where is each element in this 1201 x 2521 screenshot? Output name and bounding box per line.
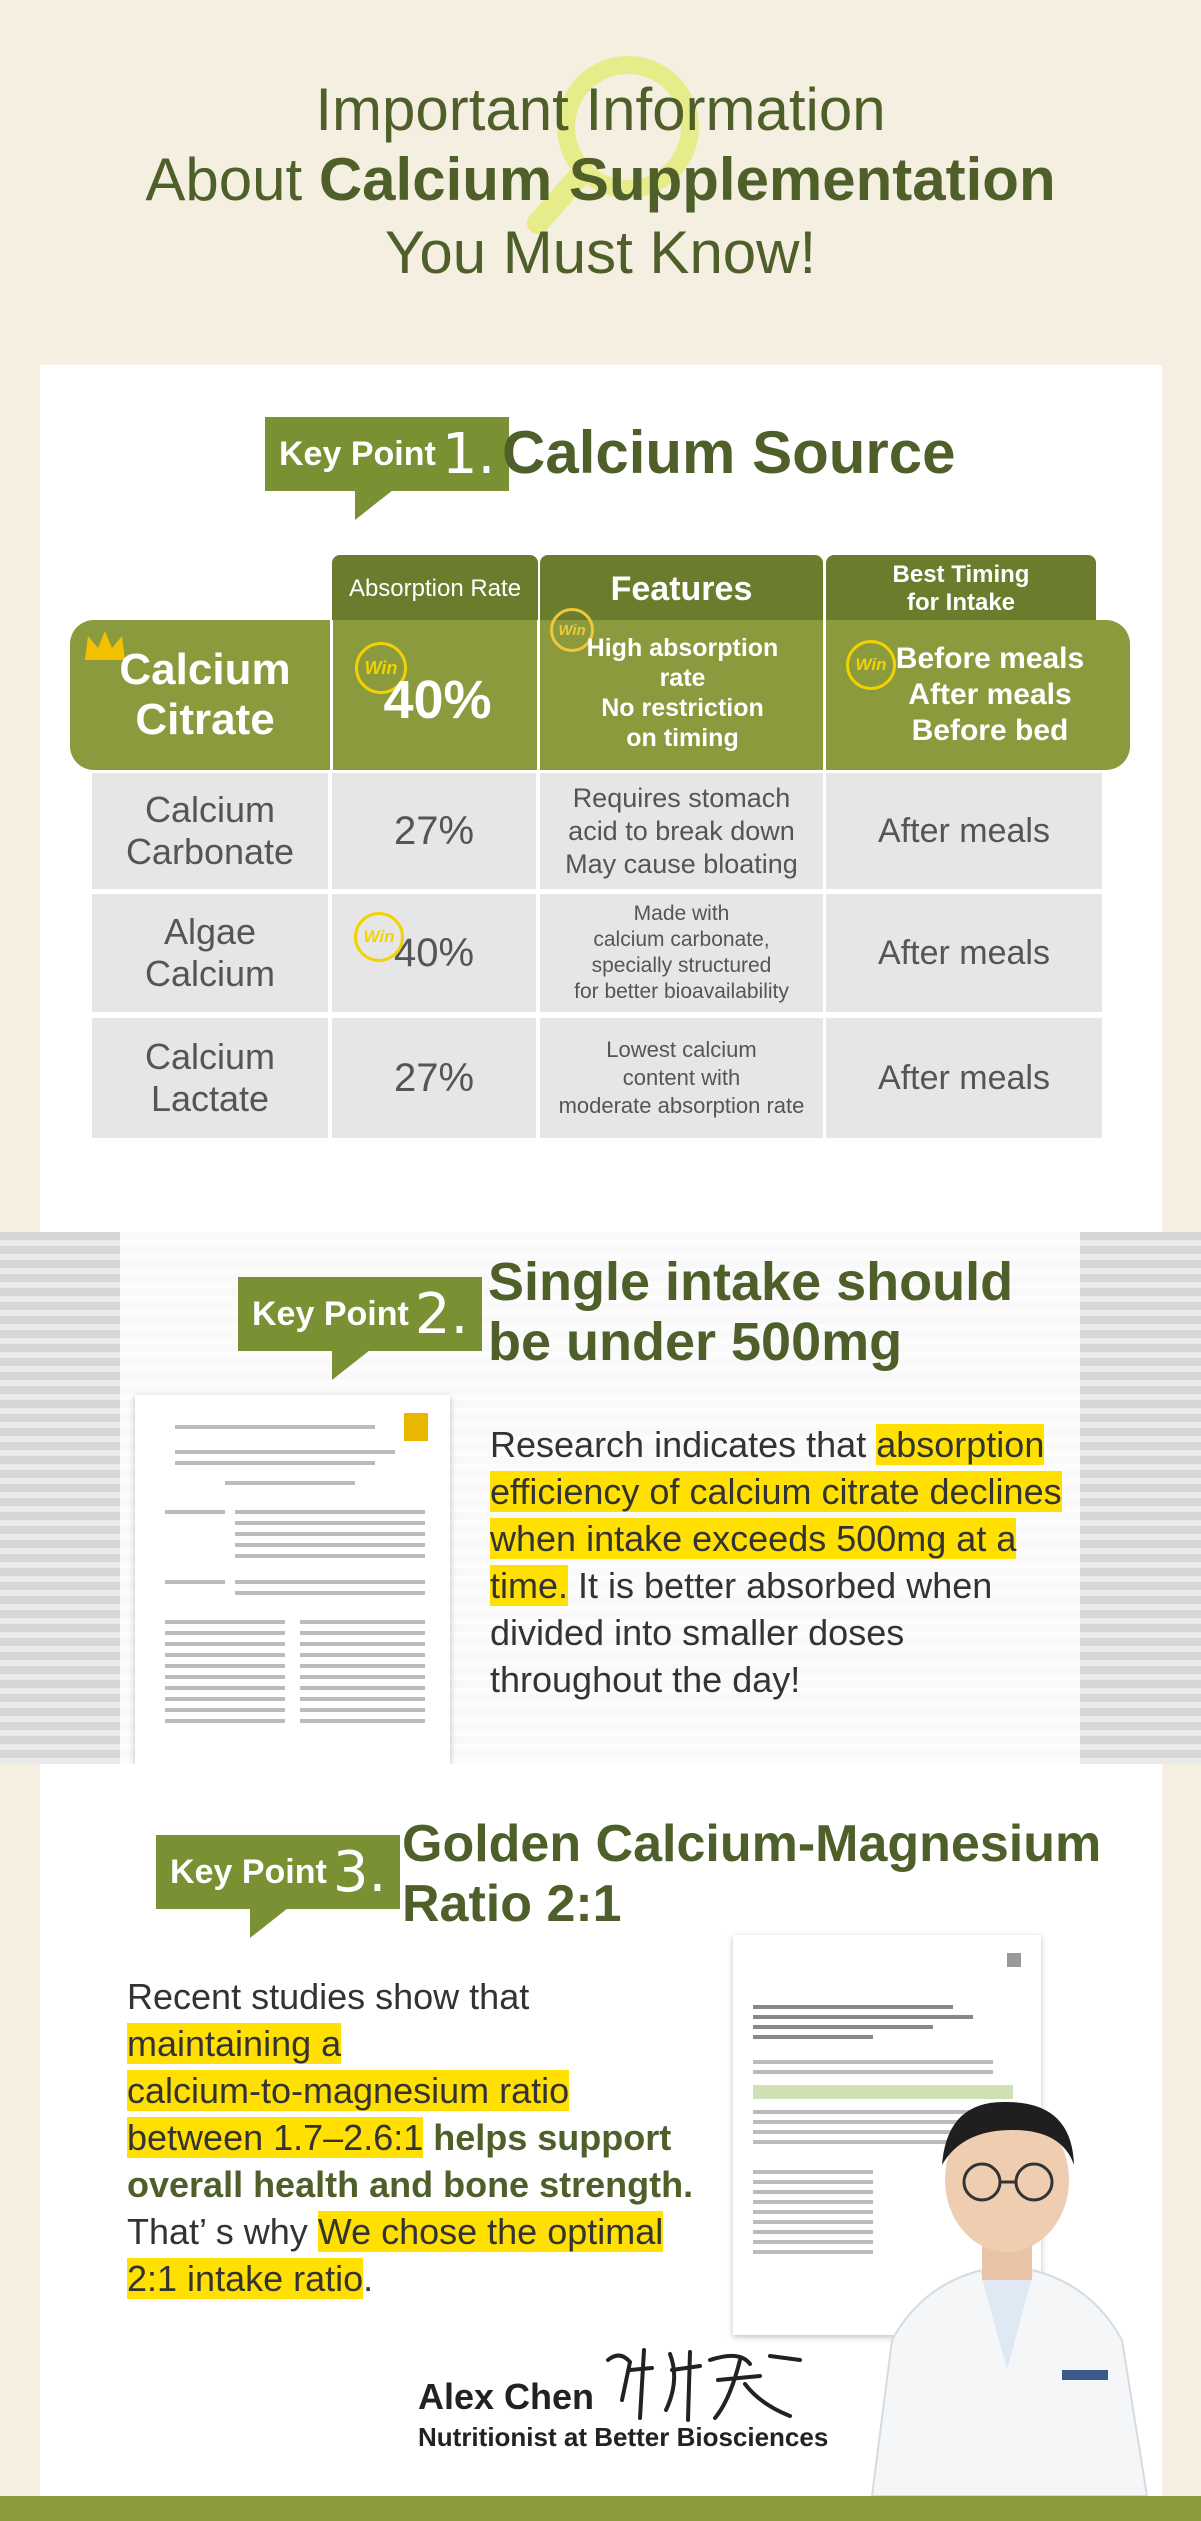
row-2-feature-1: Made with: [633, 902, 730, 925]
bottom-bar: [0, 2496, 1201, 2521]
table-row-1-timing: After meals: [826, 773, 1102, 889]
highlight-feature-2: rate: [659, 664, 706, 692]
highlight-separator-3: [823, 620, 826, 770]
highlight-separator-1: [330, 620, 333, 770]
table-row-3-rate: 27%: [332, 1018, 536, 1138]
row-3-feature-2: content with: [622, 1065, 741, 1090]
table-row-1-features: [540, 773, 823, 889]
highlight-name: [80, 630, 330, 760]
table-row-1-name: [92, 773, 328, 889]
row-2-name-line1: Algae: [163, 911, 257, 952]
win-badge-timing: Win: [846, 640, 896, 690]
kp3-highlight-2: calcium-to-magnesium ratio: [127, 2070, 570, 2111]
highlight-timing: [885, 630, 1095, 760]
header-absorption-rate: [332, 555, 538, 623]
table-row-3-timing: After meals: [826, 1018, 1102, 1138]
key-point-1-title: Calcium Source: [502, 419, 956, 486]
win-badge-algae: Win: [354, 912, 404, 962]
table-row-1-rate: 27%: [332, 773, 536, 889]
row-1-feature-3: May cause bloating: [565, 848, 798, 879]
kp2-highlight-3: when intake exceeds 500mg at a: [490, 1518, 1017, 1559]
kp2-text-b: It is better absorbed when: [568, 1565, 993, 1606]
kp3-highlight-3: between 1.7–2.6:1: [127, 2117, 424, 2158]
research-paper-image: [135, 1395, 450, 1765]
highlight-name-line1: Calcium: [119, 645, 291, 694]
signature-image: [600, 2340, 810, 2426]
row-1-name-line2: Carbonate: [125, 831, 295, 872]
row-3-name-line1: Calcium: [144, 1036, 276, 1077]
key-point-2-tag-tail: [332, 1350, 370, 1380]
table-row-2-timing: After meals: [826, 894, 1102, 1012]
win-badge-features: Win: [550, 608, 594, 652]
kp3-highlight-5: 2:1 intake ratio: [127, 2258, 364, 2299]
header-best-timing-line1: Best Timing: [892, 561, 1030, 588]
highlight-feature-4: on timing: [626, 724, 739, 752]
table-row-2-features: [540, 894, 823, 1012]
row-2-rate-value: 40%: [393, 930, 475, 975]
kp3-text-2: That’ s why: [127, 2211, 318, 2252]
highlight-timing-3: Before bed: [911, 714, 1069, 747]
nutritionist-portrait: [862, 2070, 1152, 2496]
kp3-bold-1: helps support: [423, 2117, 672, 2158]
row-1-feature-1: Requires stomach: [572, 782, 791, 813]
signer-name: Alex Chen: [418, 2376, 595, 2417]
key-point-1-number: 1.: [441, 421, 496, 487]
header-best-timing: [826, 555, 1096, 623]
kp3-text-3: .: [363, 2258, 374, 2299]
kp2-text-c: divided into smaller doses: [490, 1612, 905, 1653]
key-point-1-label: Key Point: [279, 434, 436, 473]
kp3-highlight-4: We chose the optimal: [317, 2211, 664, 2252]
kp3-bold-2: overall health and bone strength.: [127, 2164, 694, 2205]
key-point-2-title-line1: Single intake should: [488, 1252, 1014, 1312]
key-point-2-title-line2: be under 500mg: [488, 1312, 903, 1372]
paper-corner-icon: [1007, 1953, 1021, 1967]
header-line3: You Must Know!: [384, 219, 817, 286]
row-2-feature-3: specially structured: [591, 954, 772, 977]
key-point-3-body: [127, 1973, 727, 2302]
highlight-feature-1: High absorption: [586, 634, 779, 662]
key-point-3-tag-tail: [250, 1908, 288, 1938]
header-features-label: Features: [610, 569, 753, 608]
signer-title: Nutritionist at Better Biosciences: [418, 2422, 829, 2452]
key-point-3-tag: [156, 1835, 400, 1909]
row-3-feature-1: Lowest calcium: [606, 1037, 757, 1062]
kp2-text-d: throughout the day!: [490, 1659, 801, 1700]
header-line1: Important Information: [315, 76, 886, 143]
kp3-text-1: Recent studies show that: [127, 1976, 530, 2017]
kp2-highlight-4: time.: [490, 1565, 569, 1606]
highlight-timing-1: Before meals: [895, 642, 1085, 675]
key-point-3-label: Key Point: [170, 1852, 327, 1891]
table-row-3-features: [540, 1018, 823, 1138]
highlight-name-line2: Citrate: [135, 695, 275, 744]
row-2-feature-2: calcium carbonate,: [593, 928, 770, 951]
key-point-3-title: [402, 1814, 1101, 1934]
paper-logo-icon: [404, 1413, 428, 1441]
header-line2-prefix: About: [145, 146, 319, 213]
key-point-1-tag: [265, 417, 509, 491]
key-point-3-title-line2: Ratio 2:1: [402, 1875, 622, 1933]
header: [0, 0, 1201, 330]
kp3-highlight-1: maintaining a: [127, 2023, 342, 2064]
kp2-text-a: Research indicates that: [490, 1424, 877, 1465]
header-best-timing-line2: for Intake: [906, 589, 1016, 616]
key-point-2-label: Key Point: [252, 1294, 409, 1333]
row-3-feature-3: moderate absorption rate: [558, 1093, 805, 1118]
key-point-1-tag-tail: [355, 490, 393, 520]
highlight-separator-2: [537, 620, 540, 770]
key-point-3-number: 3.: [332, 1839, 387, 1905]
kp2-highlight-1: absorption: [876, 1424, 1045, 1465]
table-row-2-name: [92, 894, 328, 1012]
row-2-name-line2: Calcium: [144, 953, 276, 994]
key-point-2-number: 2.: [414, 1281, 469, 1347]
table-row-3-name: [92, 1018, 328, 1138]
header-line2-bold: Calcium Supplementation: [318, 146, 1056, 213]
highlight-feature-3: No restriction: [601, 694, 764, 722]
key-point-2-body: [490, 1421, 1130, 1703]
row-2-feature-4: for better bioavailability: [574, 980, 789, 1003]
row-1-name-line1: Calcium: [144, 789, 276, 830]
key-point-2-tag: [238, 1277, 482, 1351]
key-point-3-title-line1: Golden Calcium-Magnesium: [402, 1815, 1102, 1873]
kp2-highlight-2: efficiency of calcium citrate declines: [490, 1471, 1062, 1512]
row-3-name-line2: Lactate: [150, 1078, 270, 1119]
key-point-2-title: [488, 1252, 1013, 1372]
win-badge-rate: Win: [355, 642, 407, 694]
header-absorption-rate-label: Absorption Rate: [348, 575, 522, 602]
highlight-features: [545, 628, 820, 758]
header-line2: [0, 145, 1201, 214]
highlight-rate: 40%: [383, 670, 492, 730]
highlight-timing-2: After meals: [908, 678, 1072, 711]
row-1-feature-2: acid to break down: [568, 815, 795, 846]
